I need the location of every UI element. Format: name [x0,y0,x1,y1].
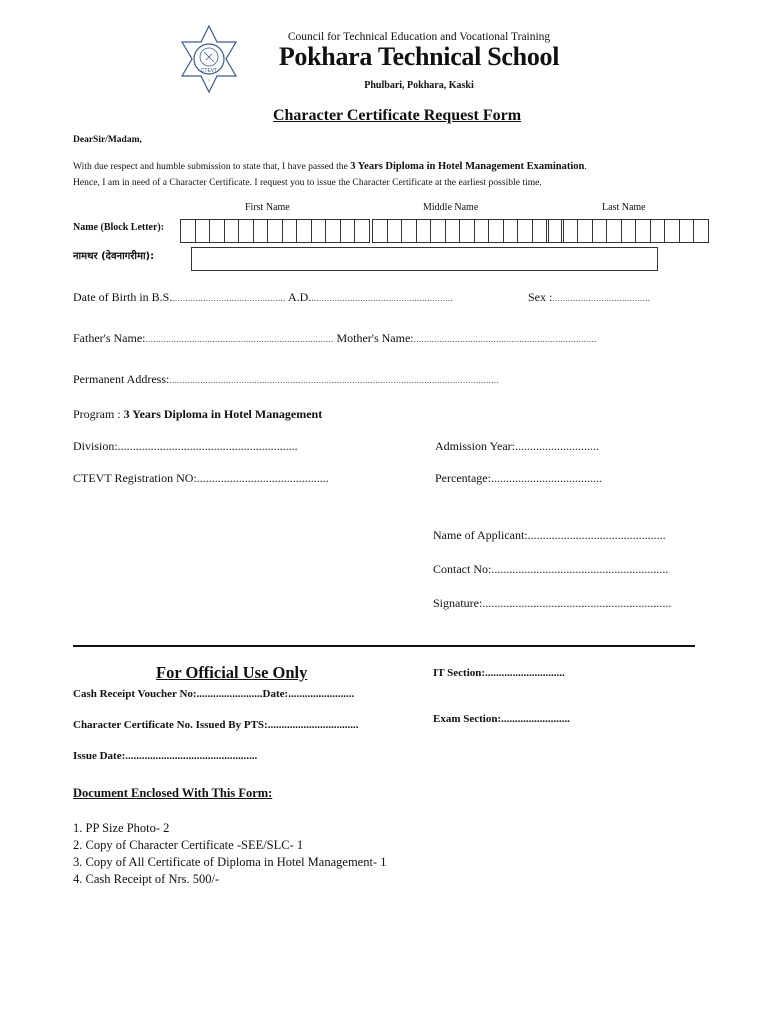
name-block-label: Name (Block Letter): [73,222,165,233]
school-address: Phulbari, Pokhara, Kaski [364,80,474,91]
contact-no-row [433,562,668,577]
it-section-field[interactable]: IT Section:............................. [433,667,565,679]
documents-enclosed-title: Document Enclosed With This Form: [73,786,273,800]
dob-bs-label: Date of Birth in B.S. [73,290,173,304]
program-row [73,407,322,422]
permanent-address-label: Permanent Address: [73,372,170,386]
intro-diploma-name: 3 Years Diploma in Hotel Management Examination [350,161,585,172]
father-name-field[interactable]: ......................................................................... [145,335,334,345]
registration-no-field[interactable]: ............................................ [196,471,329,485]
admission-year-label: Admission Year: [435,439,516,453]
mother-name-field[interactable]: ....................................................................... [413,335,597,345]
permanent-address-field[interactable]: ................................................................................................................................ [169,376,499,386]
sex-row [528,290,650,305]
list-item: 3. Copy of All Certificate of Diploma in Hotel Management- 1 [73,855,387,869]
signature-row [433,596,671,611]
program-value: 3 Years Diploma in Hotel Management [123,407,323,421]
list-item: 1. PP Size Photo- 2 [73,821,170,835]
documents-list [73,820,386,888]
signature-field[interactable]: ............................................................... [482,596,672,610]
applicant-name-label: Name of Applicant: [433,528,528,542]
percentage-label: Percentage: [435,471,491,485]
logo-text: CTEVT [200,68,218,74]
first-name-heading: First Name [245,202,290,213]
issue-date-field[interactable]: Issue Date:................................................ [73,750,258,762]
official-use-title: For Official Use Only [156,663,308,682]
list-item: 4. Cash Receipt of Nrs. 500/- [73,872,220,886]
registration-no-label: CTEVT Registration NO: [73,471,197,485]
admission-year-field[interactable]: ............................ [515,439,600,453]
contact-no-field[interactable]: ........................................................... [491,562,669,576]
middle-name-boxes[interactable] [372,219,562,243]
percentage-field[interactable]: ..................................... [490,471,602,485]
dob-row [73,290,453,305]
intro-paragraph-line2: Hence, I am in need of a Character Certificate. I request you to issue the Character Certificate at the earliest possible time. [73,177,542,188]
dob-ad-field[interactable]: ....................................................... [311,294,453,304]
father-name-label: Father's Name: [73,331,146,345]
division-label: Division: [73,439,118,453]
school-name: Pokhara Technical School [278,42,560,71]
last-name-heading: Last Name [602,202,646,213]
division-row [73,439,298,454]
first-name-boxes[interactable] [180,219,370,243]
certificate-no-field[interactable]: Character Certificate No. Issued By PTS:................................. [73,719,359,731]
form-title: Character Certificate Request Form [272,107,522,124]
intro-paragraph-line1: With due respect and humble submission to state that, I have passed the 3 Years Diploma in Hotel Management Examination. [73,161,587,172]
admission-year-row [435,439,599,454]
mother-name-label: Mother's Name: [336,331,414,345]
address-row [73,372,499,387]
list-item: 2. Copy of Character Certificate -SEE/SLC- 1 [73,838,304,852]
sex-label: Sex : [528,290,553,304]
middle-name-heading: Middle Name [423,202,479,213]
applicant-name-field[interactable]: .............................................. [527,528,666,542]
percentage-row [435,471,602,486]
section-divider [73,645,695,647]
parents-row [73,331,596,346]
sex-field[interactable]: ...................................... [552,294,651,304]
council-name: Council for Technical Education and Vocational Training [287,31,551,43]
contact-no-label: Contact No: [433,562,492,576]
name-devanagari-field[interactable] [191,247,658,271]
dob-ad-label: A.D. [287,290,312,304]
salutation: DearSir/Madam, [73,135,142,145]
exam-section-field[interactable]: Exam Section:......................... [433,713,570,725]
svg-text:?: ? [207,78,211,83]
name-devanagari-label: नामथर (देवनागरीमा): [73,251,155,262]
last-name-boxes[interactable] [548,219,709,243]
registration-row [73,471,329,486]
dob-bs-field[interactable]: ............................................ [172,294,286,304]
division-field[interactable]: ............................................................ [117,439,298,453]
applicant-name-row [433,528,666,543]
program-label: Program : [73,407,124,421]
signature-label: Signature: [433,596,483,610]
cash-receipt-field[interactable]: Cash Receipt Voucher No:........................Date:........................ [73,688,355,700]
